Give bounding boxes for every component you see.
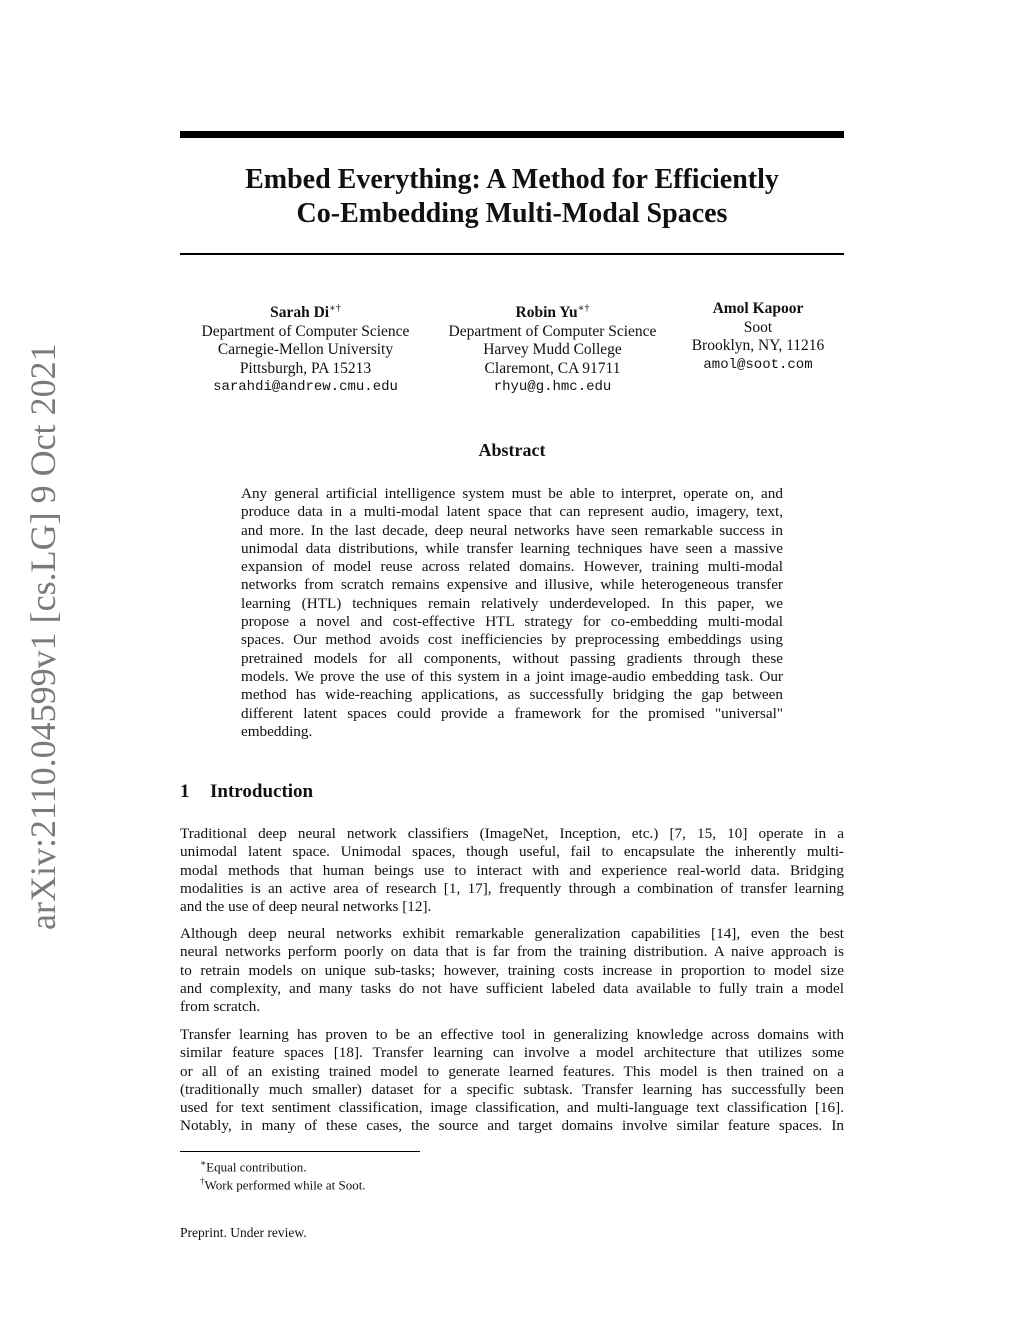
abstract-line: embedding.: [241, 722, 313, 740]
author-address: Brooklyn, NY, 11216: [691, 337, 825, 354]
paragraph-line: (traditionally much smaller) dataset for a specific subtask. Transfer learning has successfully been: [180, 1080, 844, 1098]
paragraph-line: Transfer learning has proven to be an effective tool in generalizing knowledge across domains with: [180, 1026, 844, 1043]
paragraph-line: or all of an existing trained model to generate learned features. This model is then trained on a: [180, 1062, 844, 1080]
author-affiliation: Carnegie-Mellon University: [217, 341, 394, 359]
title-line: Co-Embedding Multi-Modal Spaces: [296, 198, 728, 229]
abstract-line: Any general artificial intelligence system must be able to interpret, operate on, and: [241, 485, 783, 502]
abstract-line: expansion of model reuse across related domains. However, training multi-modal: [241, 558, 783, 576]
paragraph-line: modal methods that human beings use to interact with and experience real-world data. Bridging: [180, 861, 844, 879]
abstract-line: and more. In the last decade, deep neural networks have seen remarkable success in: [241, 521, 783, 539]
author-block-amol-kapoor: [683, 300, 833, 374]
paragraph-line: from scratch.: [180, 998, 261, 1016]
footnote-work-at-soot: [200, 1173, 366, 1193]
paragraph-line: to retrain models on unique sub-tasks; however, training costs increase in proportion to model size: [180, 961, 844, 979]
footnote-text: Work performed while at Soot.: [204, 1177, 366, 1193]
abstract-line: method has wide-reaching applications, as successfully bridging the gap between: [241, 686, 783, 704]
section-heading-introduction: [180, 781, 313, 803]
abstract-line: networks from scratch remains expensive and illusive, while heterogeneous transfer: [241, 576, 783, 594]
paragraph-line: neural networks perform poorly on data that is far from the training distribution. A naive approach is: [180, 943, 844, 961]
author-affiliation: Department of Computer Science: [448, 322, 657, 340]
intro-paragraph-1: [180, 825, 844, 916]
author-name: Robin Yu: [515, 304, 578, 322]
author-name: Amol Kapoor: [712, 300, 804, 317]
arxiv-stamp: arXiv:2110.04599v1 [cs.LG] 9 Oct 2021: [23, 343, 63, 930]
abstract-line: propose a novel and cost-effective HTL strategy for co-embedding multi-modal: [241, 613, 783, 631]
preprint-notice: Preprint. Under review.: [180, 1225, 307, 1240]
title-line: Embed Everything: A Method for Efficiently: [245, 164, 779, 195]
paragraph-line: and the use of deep neural networks [12].: [180, 898, 432, 916]
abstract-line: different latent spaces could provide a framework for the promised "universal": [241, 704, 783, 722]
footnote-mark: ∗: [200, 1158, 207, 1168]
abstract-line: unimodal data distributions, while transfer learning techniques have seen a massive: [241, 539, 783, 557]
abstract-body: [241, 485, 783, 741]
author-marks: ∗†: [577, 303, 590, 314]
footnote-rule: [180, 1151, 420, 1152]
paragraph-line: Notably, in many of these cases, the source and target domains involve similar feature spaces. In: [180, 1117, 844, 1135]
paragraph-line: used for text sentiment classification, image classification, and multi-language text classification [16].: [180, 1099, 844, 1117]
author-block-sarah-di: [193, 300, 418, 397]
title-bottom-rule: [180, 253, 844, 255]
author-affiliation: Department of Computer Science: [201, 322, 410, 340]
abstract-line: spaces. Our method avoids cost inefficiencies by preprocessing embeddings using: [241, 631, 783, 649]
footnote-mark: †: [200, 1176, 205, 1186]
author-block-robin-yu: [440, 300, 665, 397]
paragraph-line: and complexity, and many tasks do not have sufficient labeled data available to fully train a model: [180, 979, 844, 997]
author-affiliation: Soot: [743, 318, 773, 336]
section-number: 1: [180, 781, 190, 802]
author-affiliation: Harvey Mudd College: [483, 341, 622, 359]
author-name: Sarah Di: [270, 304, 330, 322]
title-top-rule: [180, 131, 844, 138]
paragraph-line: similar feature spaces [18]. Transfer learning can involve a model architecture that utilizes some: [180, 1044, 844, 1062]
author-email[interactable]: amol@soot.com: [703, 356, 813, 373]
paper-title: [180, 163, 844, 231]
paragraph-line: unimodal latent space. Unimodal spaces, though useful, fail to encapsulate the inherently multi-: [180, 843, 844, 861]
abstract-line: produce data in a multi-modal latent space that can represent audio, imagery, text,: [241, 503, 783, 521]
section-title: Introduction: [210, 781, 314, 802]
footnote-text: Equal contribution.: [206, 1159, 307, 1175]
abstract-line: pretrained models for all components, without passing gradients through these: [241, 649, 783, 667]
paragraph-line: Traditional deep neural network classifiers (ImageNet, Inception, etc.) [7, 15, 10] operate in a: [180, 825, 844, 842]
author-marks: ∗†: [329, 303, 341, 314]
author-email[interactable]: rhyu@g.hmc.edu: [493, 379, 612, 396]
intro-paragraph-3: [180, 1026, 844, 1136]
intro-paragraph-2: [180, 925, 844, 1016]
author-address: Pittsburgh, PA 15213: [239, 359, 372, 377]
author-address: Claremont, CA 91711: [484, 359, 621, 377]
paragraph-line: Although deep neural networks exhibit remarkable generalization capabilities [14], even the best: [180, 925, 844, 942]
paragraph-line: modalities is an active area of research [1, 17], frequently through a combination of transfer learning: [180, 879, 844, 897]
abstract-heading: Abstract: [478, 440, 546, 460]
abstract-line: learning (HTL) techniques remain relatively underdeveloped. In this paper, we: [241, 594, 783, 612]
author-email[interactable]: sarahdi@andrew.cmu.edu: [213, 379, 398, 396]
abstract-line: models. We prove the use of this system in a joint image-audio embedding task. Our: [241, 667, 783, 685]
